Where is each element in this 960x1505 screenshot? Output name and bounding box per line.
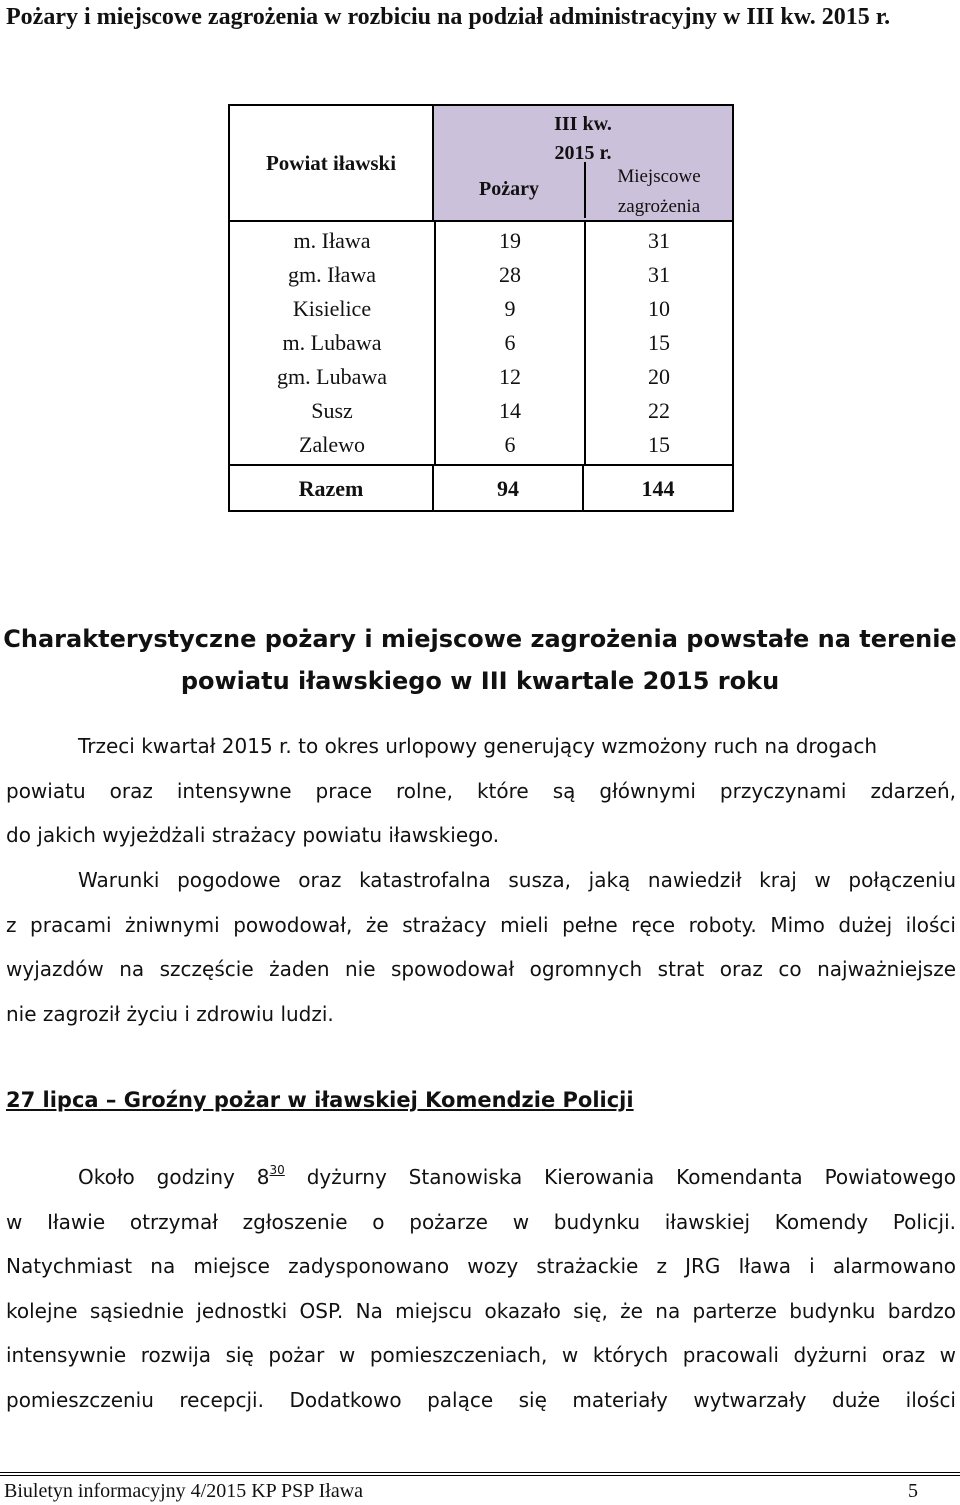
paragraph-line: Warunki pogodowe oraz katastrofalna susza, jaką nawiedził kraj w połączeniu (78, 868, 956, 892)
cell-name: gm. Iława (288, 262, 376, 287)
paragraph-line: do jakich wyjeżdżali strażacy powiatu iławskiego. (6, 823, 500, 847)
paragraph-intro (6, 724, 956, 858)
header-fires: Pożary (479, 178, 539, 200)
cell-threats: 31 (648, 262, 670, 287)
cell-threats: 10 (648, 296, 670, 321)
header-quarter-group (434, 106, 732, 222)
total-label: Razem (230, 466, 434, 510)
total-threats: 144 (641, 476, 675, 501)
section-heading (0, 618, 960, 702)
cell-fires: 28 (499, 262, 521, 287)
table-row (230, 258, 732, 292)
table-body (230, 224, 732, 462)
cell-name: m. Lubawa (282, 330, 382, 355)
cell-fires: 14 (499, 398, 521, 423)
table-row (230, 326, 732, 360)
paragraph-line: powiatu oraz intensywne prace rolne, które są głównymi przyczynami zdarzeń, (6, 778, 956, 803)
cell-fires: 9 (504, 296, 516, 321)
section-heading-line2: powiatu iławskiego w III kwartale 2015 roku (180, 667, 780, 695)
table-row (230, 292, 732, 326)
cell-fires: 6 (504, 432, 516, 457)
table-row (230, 224, 732, 258)
paragraph-line: kolejne sąsiednie jednostki OSP. Na miejscu okazało się, że na parterze budynku bardzo (6, 1298, 956, 1323)
header-quarter-line1: III kw. (554, 113, 612, 135)
header-threats-line2: zagrożenia (617, 196, 701, 217)
total-fires: 94 (434, 466, 584, 510)
paragraph-line (6, 1148, 956, 1200)
header-local-threats (584, 162, 732, 218)
cell-name: Susz (311, 398, 353, 423)
paragraph-line: Trzeci kwartał 2015 r. to okres urlopowy generujący wzmożony ruch na drogach (78, 734, 878, 758)
header-quarter-line2: 2015 r. (554, 142, 612, 164)
cell-threats: 20 (648, 364, 670, 389)
footer-divider (0, 1472, 960, 1473)
event-line-rest: dyżurny Stanowiska Kierowania Komendanta Powiatowego (284, 1165, 956, 1189)
footer-bulletin-label: Biuletyn informacyjny 4/2015 KP PSP Iława (4, 1480, 364, 1502)
cell-threats: 15 (648, 432, 670, 457)
paragraph-line: wyjazdów na szczęście żaden nie spowodował ogromnych strat oraz co najważniejsze (6, 957, 956, 981)
table-row (230, 394, 732, 428)
footer-page-number: 5 (908, 1480, 918, 1502)
cell-fires: 6 (504, 330, 516, 355)
paragraph-line: Natychmiast na miejsce zadysponowano wozy strażackie z JRG Iława i alarmowano (6, 1254, 956, 1278)
cell-name: Zalewo (299, 432, 365, 457)
document-title: Pożary i miejscowe zagrożenia w rozbiciu na podział administracyjny w III kw. 2015 r. (6, 4, 891, 30)
event-time-text: Około godziny 8 (78, 1165, 270, 1189)
cell-fires: 12 (499, 364, 521, 389)
footer-divider (0, 1475, 960, 1476)
cell-name: Kisielice (292, 296, 372, 321)
header-threats-line1: Miejscowe (617, 166, 701, 187)
statistics-table (228, 104, 734, 512)
cell-threats: 15 (648, 330, 670, 355)
paragraph-line: nie zagroził życiu i zdrowiu ludzi. (6, 1001, 334, 1026)
table-row (230, 428, 732, 462)
cell-fires: 19 (499, 228, 521, 253)
event-heading: 27 lipca – Groźny pożar w iławskiej Komendzie Policji (6, 1088, 634, 1112)
table-row (230, 360, 732, 394)
paragraph-event (6, 1148, 956, 1422)
cell-threats: 31 (648, 228, 670, 253)
paragraph-line: pomieszczeniu recepcji. Dodatkowo palące się materiały wytwarzały duże ilości (6, 1387, 956, 1412)
paragraph-line: w Iławie otrzymał zgłoszenie o pożarze w budynku iławskiej Komendy Policji. (6, 1209, 956, 1234)
paragraph-line: z pracami żniwnymi powodował, że strażacy mieli pełne ręce roboty. Mimo dużej ilości (6, 912, 956, 937)
cell-name: gm. Lubawa (277, 364, 387, 389)
header-county: Powiat iławski (230, 106, 434, 222)
event-time-minutes: 30 (269, 1163, 285, 1177)
header-quarter (434, 110, 732, 168)
paragraph-weather (6, 858, 956, 1036)
cell-threats: 22 (648, 398, 670, 423)
table-total-row (230, 464, 732, 510)
paragraph-line: intensywnie rozwija się pożar w pomieszczeniach, w których pracowali dyżurni oraz w (6, 1343, 956, 1367)
cell-name: m. Iława (293, 228, 371, 253)
section-heading-line1: Charakterystyczne pożary i miejscowe zagrożenia powstałe na terenie (3, 625, 957, 653)
